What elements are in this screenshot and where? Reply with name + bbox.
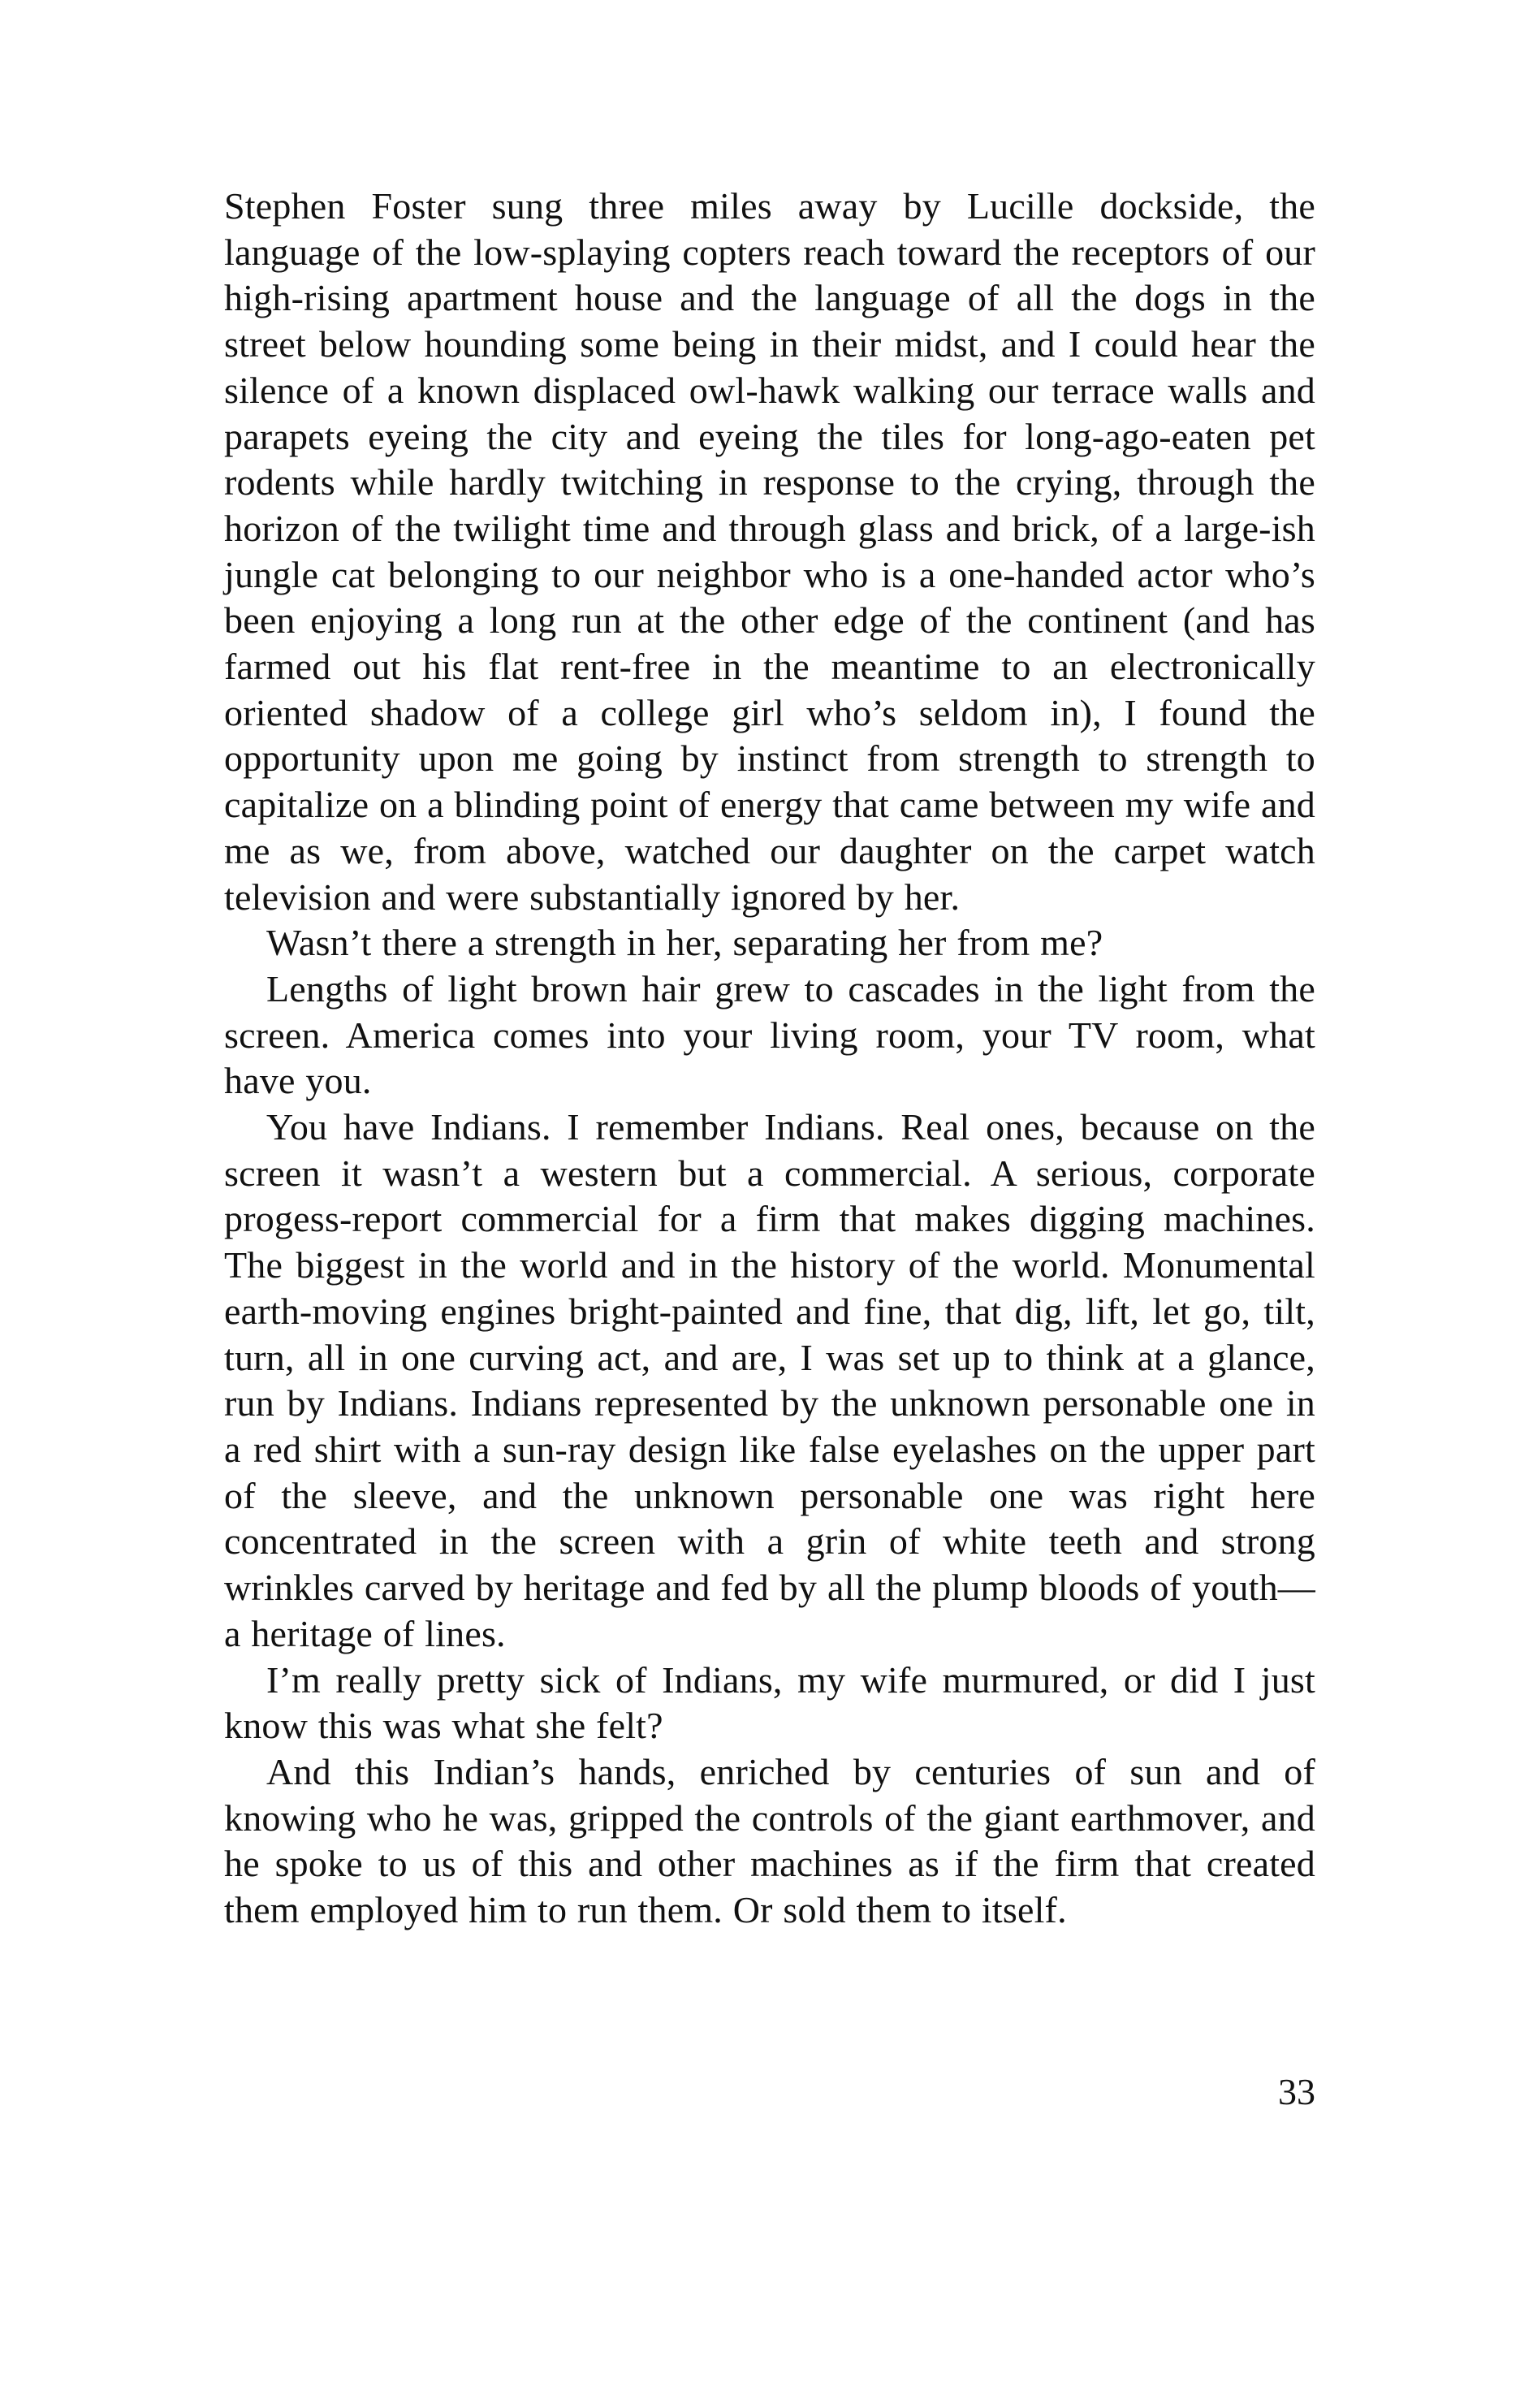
paragraph-5: I’m really pretty sick of Indians, my wife murmured, or did I just know this was what she felt? (224, 1658, 1315, 1747)
paragraph-4: You have Indians. I remember Indians. Real ones, because on the screen it wasn’t a western but a commercial. A serious, corporate progess-report commercial for a firm that makes digging machines. The biggest in the world and in the history of the world. Monumental earth-moving engines bright-painted and fine, that dig, lift, let go, tilt, turn, all in one curving act, and are, I was set up to think at a glance, run by Indians. Indians represented by the unknown personable one in a red shirt with a sun-ray design like false eyelashes on the upper part of the sleeve, and the unknown personable one was right here concentrated in the screen with a grin of white teeth and strong wrinkles carved by heritage and fed by all the plump bloods of youth—a heritage of lines. (224, 1106, 1315, 1654)
paragraph-3: Lengths of light brown hair grew to cascades in the light from the screen. America comes into your living room, your TV room, what have you. (224, 967, 1315, 1102)
page-number: 33 (1278, 2071, 1315, 2112)
paragraph-2: Wasn’t there a strength in her, separating her from me? (266, 922, 1103, 964)
paragraph-1: Stephen Foster sung three miles away by Lucille dockside, the language of the low-splaying copters reach toward the receptors of our high-rising apartment house and the language of all the dogs in the street below hounding some being in their midst, and I could hear the silence of a known displaced owl-hawk walking our terrace walls and parapets eyeing the city and eyeing the tiles for long-ago-eaten pet rodents while hardly twitching in response to the crying, through the horizon of the twilight time and through glass and brick, of a large-ish jungle cat belonging to our neighbor who is a one-handed actor who’s been enjoying a long run at the other edge of the continent (and has farmed out his flat rent-free in the meantime to an electronically oriented shadow of a college girl who’s seldom in), I found the opportunity upon me going by instinct from strength to strength to capitalize on a blinding point of energy that came between my wife and me as we, from above, watched our daughter on the carpet watch television and were substantially ignored by her. (224, 185, 1315, 918)
body-text (224, 184, 1315, 1934)
paragraph-6: And this Indian’s hands, enriched by centuries of sun and of knowing who he was, gripped the controls of the giant earthmover, and he spoke to us of this and other machines as if the firm that created them employed him to run them. Or sold them to itself. (224, 1750, 1315, 1931)
